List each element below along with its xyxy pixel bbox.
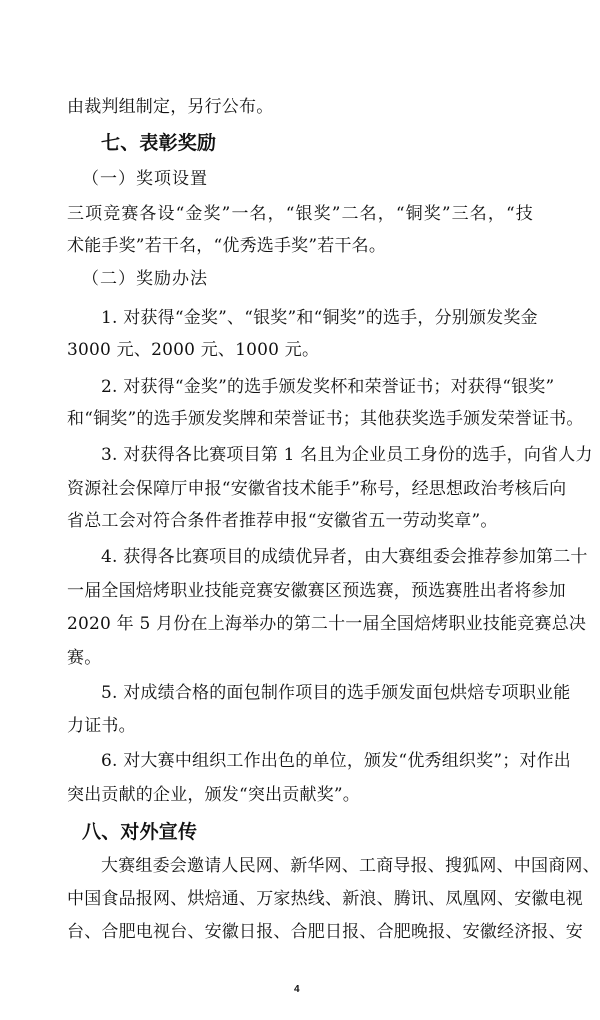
paragraph-line: 突出贡献的企业，颁发“突出贡献奖”。	[67, 785, 360, 805]
paragraph-line: 力证书。	[67, 716, 136, 736]
page-number: 4	[294, 984, 300, 995]
section-heading-publicity: 八、对外宣传	[82, 821, 198, 843]
paragraph-line: 赛。	[67, 648, 102, 668]
paragraph-line: 3. 对获得各比赛项目第 1 名且为企业员工身份的选手，向省人力	[101, 445, 593, 465]
text-line-continuation: 由裁判组制定，另行公布。	[67, 97, 274, 117]
paragraph-line: 1. 对获得“金奖”、“银奖”和“铜奖”的选手，分别颁发奖金	[101, 308, 538, 328]
paragraph-line: 资源社会保障厅申报“安徽省技术能手”称号，经思想政治考核后向	[67, 479, 567, 499]
paragraph-line: 中国食品报网、烘焙通、万家热线、新浪、腾讯、凤凰网、安徽电视	[67, 889, 583, 909]
paragraph-line: 3000 元、2000 元、1000 元。	[67, 340, 320, 360]
subheading-award-setup: （一）奖项设置	[82, 169, 208, 189]
paragraph-line: 2. 对获得“金奖”的选手颁发奖杯和荣誉证书；对获得“银奖”	[101, 377, 555, 397]
paragraph-line: 术能手奖”若干名，“优秀选手奖”若干名。	[67, 236, 387, 256]
paragraph-line: 一届全国焙烤职业技能竞赛安徽赛区预选赛，预选赛胜出者将参加	[67, 581, 566, 601]
subheading-award-methods: （二）奖励办法	[82, 269, 208, 289]
paragraph-line: 大赛组委会邀请人民网、新华网、工商导报、搜狐网、中国商网、	[101, 856, 600, 876]
paragraph-line: 和“铜奖”的选手颁发奖牌和荣誉证书；其他获奖选手颁发荣誉证书。	[67, 409, 584, 429]
paragraph-line: 6. 对大赛中组织工作出色的单位，颁发“优秀组织奖”；对作出	[101, 751, 572, 771]
section-heading-awards: 七、表彰奖励	[101, 132, 217, 154]
paragraph-line: 三项竞赛各设“金奖”一名，“银奖”二名，“铜奖”三名，“技	[67, 204, 533, 224]
paragraph-line: 5. 对成绩合格的面包制作项目的选手颁发面包烘焙专项职业能	[101, 683, 571, 703]
paragraph-line: 2020 年 5 月份在上海举办的第二十一届全国焙烤职业技能竞赛总决	[67, 614, 587, 634]
paragraph-line: 台、合肥电视台、安徽日报、合肥日报、合肥晚报、安徽经济报、安	[67, 922, 583, 942]
paragraph-line: 省总工会对符合条件者推荐申报“安徽省五一劳动奖章”。	[67, 511, 498, 531]
paragraph-line: 4. 获得各比赛项目的成绩优异者，由大赛组委会推荐参加第二十	[101, 547, 588, 567]
